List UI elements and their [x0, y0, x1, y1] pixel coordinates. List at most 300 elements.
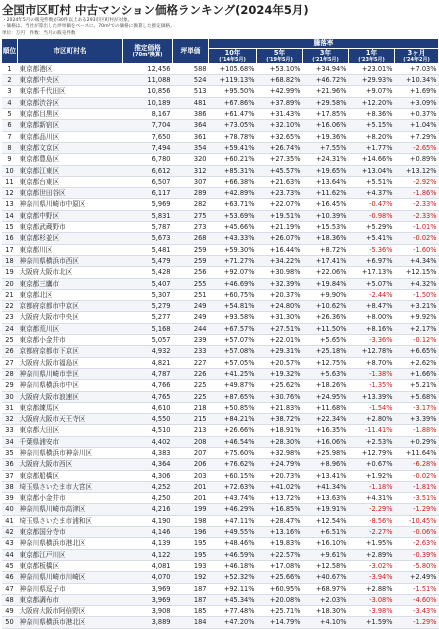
change-3y-cell: +19.91%: [303, 504, 349, 515]
rank-cell: 47: [2, 583, 18, 594]
change-1y-cell: +14.66%: [349, 154, 395, 165]
tsubo-cell: 273: [173, 222, 209, 233]
tsubo-cell: 513: [173, 86, 209, 97]
change-3y-cell: +5.63%: [303, 368, 349, 379]
city-cell: 神奈川県川崎市中原区: [18, 199, 123, 210]
change-1y-cell: +8.36%: [349, 109, 395, 120]
change-3y-cell: +11.62%: [303, 188, 349, 199]
table-row: [2, 63, 439, 74]
change-3m-cell: -0.02%: [395, 233, 439, 244]
change-3m-cell: -1.88%: [395, 425, 439, 436]
tsubo-cell: 364: [173, 120, 209, 131]
tsubo-cell: 255: [173, 278, 209, 289]
table-row: [2, 120, 439, 131]
change-1y-cell: -2.44%: [349, 289, 395, 300]
change-3y-cell: +12.54%: [303, 515, 349, 526]
table-row: [2, 481, 439, 492]
table-row: [2, 176, 439, 187]
table-row: [2, 199, 439, 210]
rank-cell: 9: [2, 154, 18, 165]
change-3m-cell: -0.12%: [395, 335, 439, 346]
price-cell: 7,494: [123, 142, 173, 153]
rank-cell: 22: [2, 301, 18, 312]
price-cell: 10,189: [123, 97, 173, 108]
table-row: [2, 222, 439, 233]
city-cell: 大阪府大阪市阿倍野区: [18, 606, 123, 617]
table-row: [2, 335, 439, 346]
city-cell: 東京都北区: [18, 289, 123, 300]
table-row: [2, 131, 439, 142]
change-1y-cell: +4.37%: [349, 188, 395, 199]
price-cell: 4,821: [123, 357, 173, 368]
change-3m-cell: +11.64%: [395, 447, 439, 458]
tsubo-cell: 239: [173, 335, 209, 346]
table-row: [2, 301, 439, 312]
price-cell: 5,428: [123, 267, 173, 278]
change-5y-cell: +41.02%: [257, 481, 303, 492]
table-row: [2, 323, 439, 334]
price-cell: 5,673: [123, 233, 173, 244]
rank-cell: 39: [2, 493, 18, 504]
rank-cell: 11: [2, 176, 18, 187]
change-10y-cell: +46.18%: [209, 560, 257, 571]
change-5y-cell: +26.07%: [257, 233, 303, 244]
tsubo-cell: 203: [173, 470, 209, 481]
change-3y-cell: +41.34%: [303, 481, 349, 492]
price-cell: 4,306: [123, 470, 173, 481]
price-cell: 4,252: [123, 481, 173, 492]
tsubo-cell: 208: [173, 436, 209, 447]
rank-cell: 26: [2, 346, 18, 357]
price-cell: 4,766: [123, 380, 173, 391]
change-10y-cell: +67.57%: [209, 323, 257, 334]
change-1y-cell: +5.07%: [349, 278, 395, 289]
change-10y-cell: +26.66%: [209, 425, 257, 436]
table-row: [2, 538, 439, 549]
change-3y-cell: +26.36%: [303, 312, 349, 323]
table-row: [2, 357, 439, 368]
change-3y-cell: +18.26%: [303, 380, 349, 391]
header-1y: [349, 48, 395, 63]
change-5y-cell: +20.08%: [257, 594, 303, 605]
change-5y-cell: +32.65%: [257, 131, 303, 142]
change-3m-cell: -3.51%: [395, 493, 439, 504]
change-3m-cell: -2.33%: [395, 210, 439, 221]
change-10y-cell: +49.87%: [209, 380, 257, 391]
price-cell: 4,510: [123, 425, 173, 436]
city-cell: 大阪府大阪市浪速区: [18, 391, 123, 402]
change-5y-cell: +45.57%: [257, 165, 303, 176]
ranking-rows: [2, 63, 439, 628]
tsubo-cell: 198: [173, 515, 209, 526]
change-1y-cell: -0.47%: [349, 199, 395, 210]
change-1y-cell: +4.31%: [349, 493, 395, 504]
change-3y-cell: +18.36%: [303, 233, 349, 244]
change-10y-cell: +47.11%: [209, 515, 257, 526]
change-10y-cell: +42.89%: [209, 188, 257, 199]
change-10y-cell: +45.34%: [209, 594, 257, 605]
price-cell: 11,088: [123, 75, 173, 86]
rank-cell: 32: [2, 414, 18, 425]
city-cell: 東京都品川区: [18, 131, 123, 142]
change-5y-cell: +22.57%: [257, 549, 303, 560]
rank-cell: 31: [2, 402, 18, 413]
tsubo-cell: 524: [173, 75, 209, 86]
change-10y-cell: +93.58%: [209, 312, 257, 323]
table-row: [2, 142, 439, 153]
tsubo-cell: 199: [173, 504, 209, 515]
city-cell: 千葉県浦安市: [18, 436, 123, 447]
city-cell: 神奈川県横浜市西区: [18, 255, 123, 266]
change-5y-cell: +25.62%: [257, 380, 303, 391]
change-3m-cell: +12.15%: [395, 267, 439, 278]
change-1y-cell: +23.01%: [349, 63, 395, 74]
price-cell: 4,932: [123, 346, 173, 357]
price-cell: 4,070: [123, 572, 173, 583]
table-row: [2, 459, 439, 470]
change-5y-cell: +29.31%: [257, 346, 303, 357]
change-3m-cell: +2.62%: [395, 357, 439, 368]
change-3y-cell: +9.61%: [303, 549, 349, 560]
rank-cell: 23: [2, 312, 18, 323]
rank-cell: 24: [2, 323, 18, 334]
rank-cell: 19: [2, 267, 18, 278]
change-5y-cell: +26.74%: [257, 142, 303, 153]
city-cell: 大阪府大阪市福島区: [18, 357, 123, 368]
table-row: [2, 436, 439, 447]
change-3y-cell: +22.06%: [303, 267, 349, 278]
rank-cell: 14: [2, 210, 18, 221]
change-3y-cell: +5.65%: [303, 335, 349, 346]
tsubo-cell: 249: [173, 301, 209, 312]
price-cell: 5,479: [123, 255, 173, 266]
price-cell: 4,190: [123, 515, 173, 526]
change-3y-cell: +4.10%: [303, 617, 349, 628]
tsubo-cell: 307: [173, 176, 209, 187]
change-5y-cell: +16.85%: [257, 504, 303, 515]
tsubo-cell: 201: [173, 481, 209, 492]
change-3y-cell: +25.18%: [303, 346, 349, 357]
change-10y-cell: +78.78%: [209, 131, 257, 142]
change-10y-cell: +46.29%: [209, 504, 257, 515]
table-row: [2, 470, 439, 481]
change-10y-cell: +59.30%: [209, 244, 257, 255]
price-cell: 8,167: [123, 109, 173, 120]
tsubo-cell: 215: [173, 414, 209, 425]
change-10y-cell: +50.85%: [209, 402, 257, 413]
change-10y-cell: +92.07%: [209, 267, 257, 278]
price-cell: 5,057: [123, 335, 173, 346]
change-5y-cell: +34.22%: [257, 255, 303, 266]
rank-cell: 16: [2, 233, 18, 244]
tsubo-cell: 226: [173, 368, 209, 379]
change-1y-cell: +5.15%: [349, 120, 395, 131]
tsubo-cell: 233: [173, 346, 209, 357]
tsubo-cell: 201: [173, 493, 209, 504]
change-10y-cell: +41.25%: [209, 368, 257, 379]
header-3m-label: 3ヶ月: [407, 48, 426, 57]
header-3m-sub: ('24年2月): [403, 56, 430, 63]
city-cell: 東京都新宿区: [18, 120, 123, 131]
table-row: [2, 425, 439, 436]
ranking-table: [1, 38, 439, 629]
change-3m-cell: -1.81%: [395, 481, 439, 492]
rank-cell: 8: [2, 142, 18, 153]
city-cell: 埼玉県さいたま市大宮区: [18, 481, 123, 492]
change-10y-cell: +75.60%: [209, 447, 257, 458]
change-1y-cell: +1.59%: [349, 617, 395, 628]
change-3m-cell: +1.04%: [395, 120, 439, 131]
tsubo-cell: 481: [173, 97, 209, 108]
tsubo-cell: 320: [173, 154, 209, 165]
change-3m-cell: +5.21%: [395, 380, 439, 391]
change-3y-cell: +68.97%: [303, 583, 349, 594]
table-row: [2, 210, 439, 221]
change-3y-cell: +13.63%: [303, 493, 349, 504]
city-cell: 大阪府大阪市西区: [18, 459, 123, 470]
change-5y-cell: +13.16%: [257, 527, 303, 538]
change-1y-cell: +2.80%: [349, 414, 395, 425]
change-1y-cell: +8.70%: [349, 357, 395, 368]
city-cell: 京都府京都市下京区: [18, 346, 123, 357]
change-3y-cell: +9.90%: [303, 289, 349, 300]
change-10y-cell: +60.75%: [209, 289, 257, 300]
change-3m-cell: +9.92%: [395, 312, 439, 323]
change-5y-cell: +20.37%: [257, 289, 303, 300]
change-10y-cell: +76.62%: [209, 459, 257, 470]
price-cell: 3,969: [123, 583, 173, 594]
change-1y-cell: +8.47%: [349, 301, 395, 312]
price-cell: 10,856: [123, 86, 173, 97]
change-5y-cell: +21.83%: [257, 402, 303, 413]
change-3y-cell: +18.30%: [303, 606, 349, 617]
rank-cell: 30: [2, 391, 18, 402]
change-3m-cell: +0.29%: [395, 436, 439, 447]
price-cell: 4,250: [123, 493, 173, 504]
header-5y: [257, 48, 303, 63]
change-5y-cell: +28.47%: [257, 515, 303, 526]
change-3y-cell: +2.03%: [303, 594, 349, 605]
rank-cell: 5: [2, 109, 18, 120]
header-price-sub: (70m²換算): [132, 51, 163, 58]
change-10y-cell: +45.66%: [209, 222, 257, 233]
change-5y-cell: +32.98%: [257, 447, 303, 458]
change-10y-cell: +77.48%: [209, 606, 257, 617]
change-1y-cell: -2.27%: [349, 527, 395, 538]
change-1y-cell: -1.18%: [349, 481, 395, 492]
change-3y-cell: +34.94%: [303, 63, 349, 74]
change-3m-cell: -1.01%: [395, 222, 439, 233]
city-cell: 神奈川県川崎市川崎区: [18, 572, 123, 583]
tsubo-cell: 259: [173, 244, 209, 255]
city-cell: 東京都小金井市: [18, 335, 123, 346]
change-5y-cell: +25.66%: [257, 572, 303, 583]
price-cell: 4,765: [123, 391, 173, 402]
table-row: [2, 447, 439, 458]
table-row: [2, 109, 439, 120]
change-3y-cell: +22.34%: [303, 414, 349, 425]
table-row: [2, 391, 439, 402]
change-5y-cell: +25.71%: [257, 606, 303, 617]
change-5y-cell: +27.35%: [257, 154, 303, 165]
tsubo-cell: 213: [173, 425, 209, 436]
header-1y-sub: ('23年5月): [358, 56, 385, 63]
table-row: [2, 165, 439, 176]
price-cell: 12,456: [123, 63, 173, 74]
change-1y-cell: +5.29%: [349, 222, 395, 233]
change-3m-cell: -2.63%: [395, 538, 439, 549]
change-5y-cell: +22.01%: [257, 335, 303, 346]
price-cell: 7,650: [123, 131, 173, 142]
change-3y-cell: +16.10%: [303, 538, 349, 549]
header-3y: [303, 48, 349, 63]
tsubo-cell: 354: [173, 142, 209, 153]
price-cell: 4,146: [123, 527, 173, 538]
table-row: [2, 606, 439, 617]
change-3y-cell: +8.96%: [303, 459, 349, 470]
table-row: [2, 527, 439, 538]
change-5y-cell: +24.80%: [257, 301, 303, 312]
change-10y-cell: +53.69%: [209, 210, 257, 221]
change-1y-cell: +12.79%: [349, 447, 395, 458]
city-cell: 東京都江戸川区: [18, 549, 123, 560]
rank-cell: 20: [2, 278, 18, 289]
rank-cell: 48: [2, 594, 18, 605]
city-cell: 東京都中野区: [18, 210, 123, 221]
table-row: [2, 86, 439, 97]
change-3y-cell: +13.64%: [303, 176, 349, 187]
rank-cell: 1: [2, 63, 18, 74]
change-5y-cell: +20.73%: [257, 470, 303, 481]
change-10y-cell: +105.68%: [209, 63, 257, 74]
tsubo-cell: 282: [173, 199, 209, 210]
change-3m-cell: -2.65%: [395, 142, 439, 153]
change-5y-cell: +19.51%: [257, 210, 303, 221]
city-cell: 神奈川県横浜市中区: [18, 380, 123, 391]
table-row: [2, 75, 439, 86]
price-cell: 5,279: [123, 301, 173, 312]
change-5y-cell: +20.57%: [257, 357, 303, 368]
table-row: [2, 549, 439, 560]
tsubo-cell: 588: [173, 63, 209, 74]
change-3y-cell: +40.67%: [303, 572, 349, 583]
change-10y-cell: +52.32%: [209, 572, 257, 583]
city-cell: 東京都板橋区: [18, 560, 123, 571]
change-1y-cell: -8.56%: [349, 515, 395, 526]
change-10y-cell: +47.20%: [209, 617, 257, 628]
table-row: [2, 402, 439, 413]
change-10y-cell: +60.21%: [209, 154, 257, 165]
price-cell: 6,780: [123, 154, 173, 165]
table-row: [2, 278, 439, 289]
table-row: [2, 233, 439, 244]
change-3m-cell: -1.29%: [395, 617, 439, 628]
change-3y-cell: +16.06%: [303, 120, 349, 131]
change-3m-cell: +2.17%: [395, 323, 439, 334]
change-1y-cell: +1.77%: [349, 142, 395, 153]
price-cell: 4,216: [123, 504, 173, 515]
header-10y-label: 10年: [224, 48, 241, 57]
change-3y-cell: +13.41%: [303, 470, 349, 481]
header-rate: 騰落率: [209, 38, 439, 48]
change-1y-cell: +13.39%: [349, 391, 395, 402]
tsubo-cell: 195: [173, 549, 209, 560]
price-cell: 6,117: [123, 188, 173, 199]
table-row: [2, 154, 439, 165]
rank-cell: 42: [2, 527, 18, 538]
tsubo-cell: 244: [173, 323, 209, 334]
tsubo-cell: 386: [173, 109, 209, 120]
rank-cell: 49: [2, 606, 18, 617]
change-1y-cell: +6.97%: [349, 255, 395, 266]
change-5y-cell: +31.43%: [257, 109, 303, 120]
change-1y-cell: +0.67%: [349, 459, 395, 470]
change-5y-cell: +30.98%: [257, 267, 303, 278]
change-1y-cell: -1.54%: [349, 402, 395, 413]
change-3y-cell: +15.53%: [303, 222, 349, 233]
tsubo-cell: 207: [173, 447, 209, 458]
tsubo-cell: 312: [173, 165, 209, 176]
tsubo-cell: 193: [173, 560, 209, 571]
change-1y-cell: +5.51%: [349, 176, 395, 187]
change-5y-cell: +18.91%: [257, 425, 303, 436]
notes: [0, 18, 439, 37]
rank-cell: 6: [2, 120, 18, 131]
change-1y-cell: +9.07%: [349, 86, 395, 97]
tsubo-cell: 249: [173, 312, 209, 323]
city-cell: 東京都武蔵野市: [18, 222, 123, 233]
change-5y-cell: +19.32%: [257, 368, 303, 379]
city-cell: 東京都船橋区: [18, 470, 123, 481]
change-1y-cell: +1.95%: [349, 538, 395, 549]
price-cell: 4,610: [123, 402, 173, 413]
change-1y-cell: +29.93%: [349, 75, 395, 86]
change-5y-cell: +22.07%: [257, 199, 303, 210]
table-row: [2, 255, 439, 266]
change-1y-cell: -11.41%: [349, 425, 395, 436]
header-5y-label: 5年: [273, 48, 286, 57]
rank-cell: 25: [2, 335, 18, 346]
change-3m-cell: +3.09%: [395, 97, 439, 108]
change-5y-cell: +23.73%: [257, 188, 303, 199]
change-10y-cell: +73.05%: [209, 120, 257, 131]
rank-cell: 36: [2, 459, 18, 470]
change-1y-cell: -0.98%: [349, 210, 395, 221]
header-price-label: 推定価格: [134, 43, 161, 52]
change-10y-cell: +119.13%: [209, 75, 257, 86]
city-cell: 神奈川県川崎市高津区: [18, 504, 123, 515]
change-1y-cell: +8.00%: [349, 312, 395, 323]
table-row: [2, 504, 439, 515]
city-cell: 神奈川県横浜市神奈川区: [18, 447, 123, 458]
rank-cell: 7: [2, 131, 18, 142]
tsubo-cell: 196: [173, 527, 209, 538]
change-10y-cell: +43.74%: [209, 493, 257, 504]
rank-cell: 17: [2, 244, 18, 255]
note-line: ・価格は、当社が算出した坪単価をベースに、70m²での価格に換算した推定価格。: [2, 24, 175, 30]
rank-cell: 46: [2, 572, 18, 583]
tsubo-cell: 256: [173, 267, 209, 278]
tsubo-cell: 185: [173, 606, 209, 617]
change-3y-cell: +7.55%: [303, 142, 349, 153]
city-cell: 東京都練馬区: [18, 402, 123, 413]
city-cell: 東京都豊島区: [18, 154, 123, 165]
change-3y-cell: +19.65%: [303, 165, 349, 176]
change-10y-cell: +48.46%: [209, 538, 257, 549]
change-3m-cell: -0.02%: [395, 470, 439, 481]
change-3y-cell: +10.62%: [303, 301, 349, 312]
change-3m-cell: -2.92%: [395, 176, 439, 187]
